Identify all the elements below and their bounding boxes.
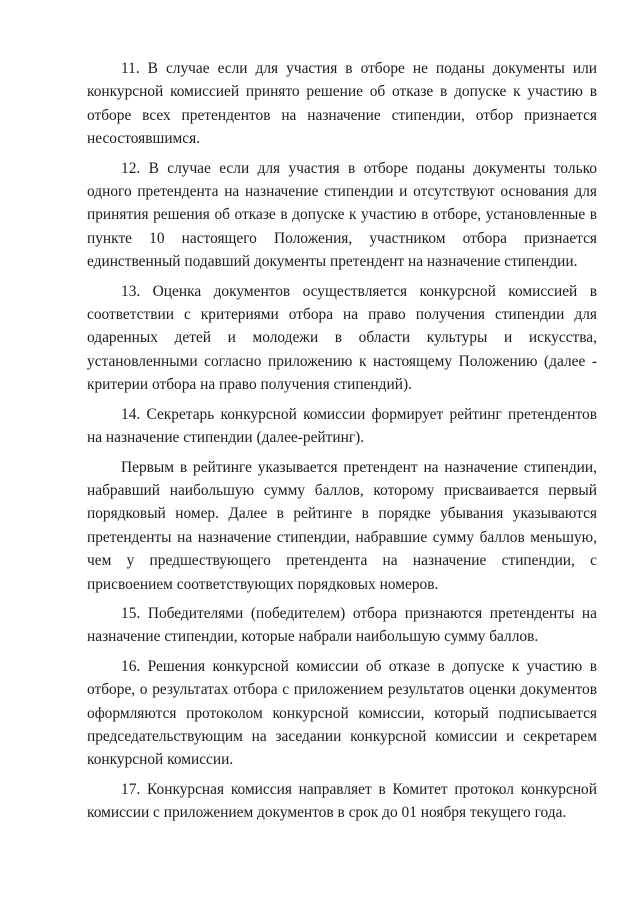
paragraph-12: 12. В случае если для участия в отборе поданы документы только одного претендента на назначение стипендии и отсутствуют основания для принятия решения об отказе в допуске к участию в отборе, установленные в пункте 10 настоящего Положения, участником отбора признается единственный подавший документы претендент на назначение стипендии. — [87, 159, 597, 271]
paragraph-16: 16. Решения конкурсной комиссии об отказе в допуске к участию в отборе, о результатах отбора с приложением результатов оценки документов оформляются протоколом конкурсной комиссии, который подписывается председательствующим на заседании конкурсной комиссии и секретарем конкурсной комиссии. — [87, 657, 597, 769]
paragraph-14: 14. Секретарь конкурсной комиссии формирует рейтинг претендентов на назначение стипендии (далее-рейтинг). — [87, 405, 597, 447]
paragraph-15: 15. Победителями (победителем) отбора признаются претенденты на назначение стипендии, которые набрали наибольшую сумму баллов. — [87, 604, 597, 646]
document-body — [87, 57, 597, 825]
paragraph-13: 13. Оценка документов осуществляется конкурсной комиссией в соответствии с критериями отбора на право получения стипендии для одаренных детей и молодежи в области культуры и искусства, установленными согласно приложению к настоящему Положению (далее - критерии отбора на право получения стипендий). — [87, 282, 597, 394]
paragraph-rating: Первым в рейтинге указывается претендент на назначение стипендии, набравший наибольшую сумму баллов, которому присваивается первый порядковый номер. Далее в рейтинге в порядке убывания указываются претенденты на назначение стипендии, набравшие сумму баллов меньшую, чем у предшествующего претендента на назначение стипендии, с присвоением соответствующих порядковых номеров. — [87, 458, 597, 593]
paragraph-11: 11. В случае если для участия в отборе не поданы документы или конкурсной комиссией принято решение об отказе в допуске к участию в отборе всех претендентов на назначение стипендии, отбор признается несостоявшимся. — [87, 60, 597, 148]
paragraph-17: 17. Конкурсная комиссия направляет в Комитет протокол конкурсной комиссии с приложением документов в срок до 01 ноября текущего года. — [87, 780, 597, 822]
